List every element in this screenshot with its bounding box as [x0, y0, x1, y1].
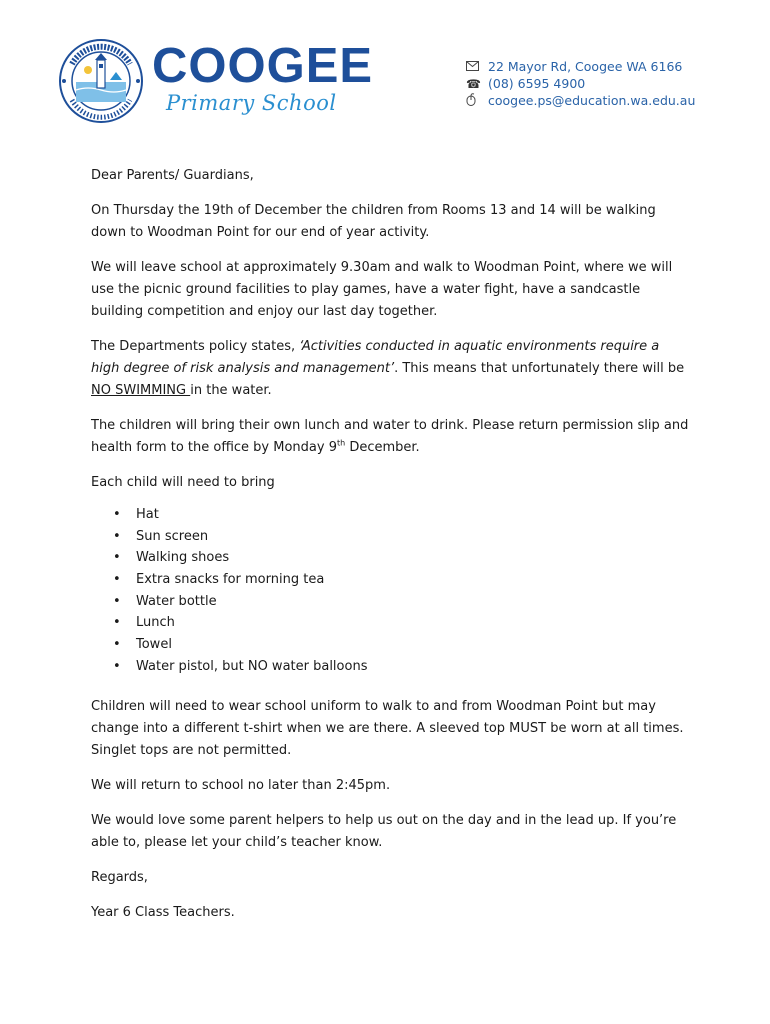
contact-email[interactable]: coogee.ps@education.wa.edu.au: [488, 93, 696, 108]
list-item: • Towel: [91, 634, 691, 656]
school-brand: [152, 40, 373, 114]
list-item: • Hat: [91, 504, 691, 526]
paragraph-lunch: [91, 415, 691, 459]
lunch-text-end: December.: [345, 440, 420, 455]
lunch-text: The children will bring their own lunch and water to drink. Please return permission slip and health form to the office by Monday 9: [91, 418, 689, 455]
school-name: COOGEE: [152, 39, 374, 93]
contact-phone: (08) 6595 4900: [488, 76, 586, 91]
school-crest-logo: [58, 38, 144, 124]
no-swimming-notice: NO SWIMMING: [91, 383, 191, 398]
list-item: • Walking shoes: [91, 547, 691, 569]
closing: Regards,: [91, 869, 148, 885]
contact-phone-row: [466, 75, 695, 92]
list-item: • Water bottle: [91, 591, 691, 613]
school-subtitle: Primary School: [166, 91, 337, 115]
contact-address: 22 Mayor Rd, Coogee WA 6166: [488, 59, 683, 74]
list-item: • Lunch: [91, 612, 691, 634]
contact-block: [466, 58, 695, 109]
envelope-icon: [466, 60, 488, 74]
mouse-icon: [466, 93, 488, 109]
contact-email-row: [466, 92, 695, 109]
salutation: Dear Parents/ Guardians,: [91, 168, 254, 183]
policy-end: in the water.: [190, 383, 272, 398]
bring-intro: Each child will need to bring: [91, 475, 275, 490]
list-item: • Sun screen: [91, 526, 691, 548]
letter-body: [91, 165, 691, 937]
paragraph-return: We will return to school no later than 2:45pm.: [91, 777, 391, 793]
bring-list: [91, 504, 691, 678]
signature: Year 6 Class Teachers.: [91, 904, 235, 920]
policy-quote: ‘Activities conducted in aquatic environments require a high degree of risk analysis and management’: [91, 339, 660, 376]
phone-icon: ☎: [466, 76, 481, 91]
list-item: • Water pistol, but NO water balloons: [91, 656, 691, 678]
paragraph-helpers: We would love some parent helpers to help us out on the day and in the lead up. If you’re able to, please let your child’s teacher know.: [91, 812, 677, 850]
list-item: • Extra snacks for morning tea: [91, 569, 691, 591]
paragraph-policy: [91, 336, 691, 402]
paragraph-schedule: We will leave school at approximately 9.30am and walk to Woodman Point, where we will use the picnic ground facilities to play games, have a water fight, have a sandcastle building competition and enjoy our last day together.: [91, 260, 673, 319]
date-suffix: th: [336, 438, 346, 448]
policy-intro: The Departments policy states,: [91, 339, 300, 354]
contact-address-row: [466, 58, 695, 75]
paragraph-uniform: Children will need to wear school uniform to walk to and from Woodman Point but may change into a different t-shirt when we are there. A sleeved top MUST be worn at all times. Singlet tops are not permitted.: [91, 698, 684, 758]
policy-middle: . This means that unfortunately there will be: [394, 361, 685, 376]
paragraph-event: On Thursday the 19th of December the children from Rooms 13 and 14 will be walking down to Woodman Point for our end of year activity.: [91, 203, 656, 240]
